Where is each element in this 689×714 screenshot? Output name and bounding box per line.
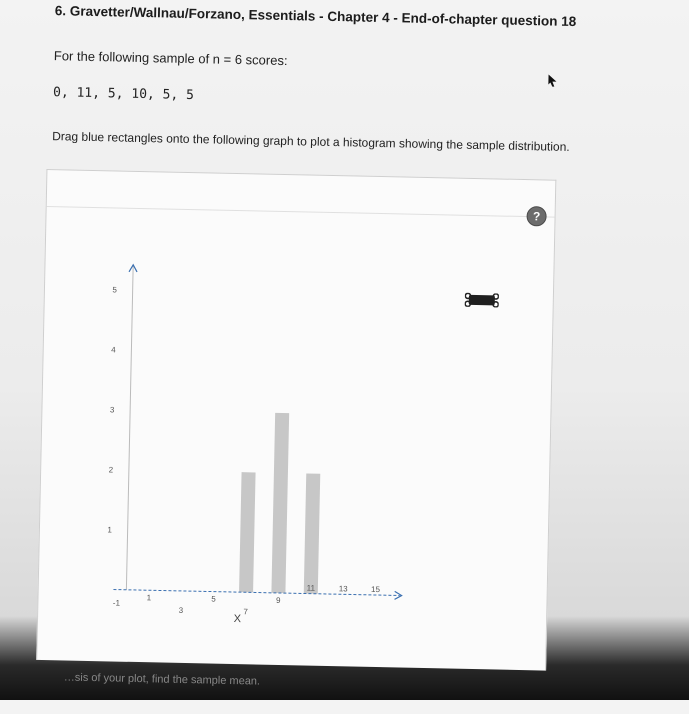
x-tick-label: 1 (146, 593, 152, 603)
help-button[interactable]: ? (526, 206, 546, 226)
y-tick-label: 1 (107, 525, 112, 535)
question-title: 6. Gravetter/Wallnau/Forzano, Essentials - Chapter 4 - End-of-chapter question 18 (54, 3, 577, 30)
y-tick-label: 3 (109, 405, 115, 415)
x-tick-label: 7 (243, 607, 248, 617)
graph-toolbar (47, 170, 556, 218)
x-tick-label: 13 (338, 584, 348, 594)
graph-panel (36, 169, 556, 671)
y-axis-line (126, 266, 133, 590)
y-tick-label: 5 (112, 285, 117, 295)
x-tick-label: 15 (371, 584, 381, 595)
x-tick-label: 11 (306, 583, 316, 593)
instruction-text: Drag blue rectangles onto the following graph to plot a histogram showing the sample distribution. (52, 129, 570, 154)
follow-up-question: …sis of your plot, find the sample mean. (63, 671, 261, 688)
histogram-bar[interactable] (239, 472, 256, 592)
y-tick-label: 4 (111, 345, 116, 355)
sample-description: For the following sample of n = 6 scores: (53, 48, 288, 69)
histogram-bar[interactable] (271, 413, 289, 593)
drag-rectangle-body (469, 295, 495, 306)
histogram-bar[interactable] (304, 474, 321, 594)
histogram-graph[interactable] (76, 251, 414, 628)
y-tick-label: 2 (108, 465, 114, 475)
x-tick-label: 3 (178, 605, 184, 615)
mouse-cursor-icon (546, 73, 558, 87)
x-tick-label: 9 (275, 595, 281, 606)
axes-layer (113, 265, 408, 603)
drag-rectangle-tool[interactable] (465, 293, 499, 308)
x-axis-label: X (233, 613, 242, 626)
sample-scores: 0, 11, 5, 10, 5, 5 (52, 85, 195, 104)
x-tick-label: 5 (211, 594, 216, 604)
bars-layer (239, 412, 321, 594)
x-axis-line (113, 590, 399, 596)
x-tick-label: -1 (112, 598, 121, 608)
